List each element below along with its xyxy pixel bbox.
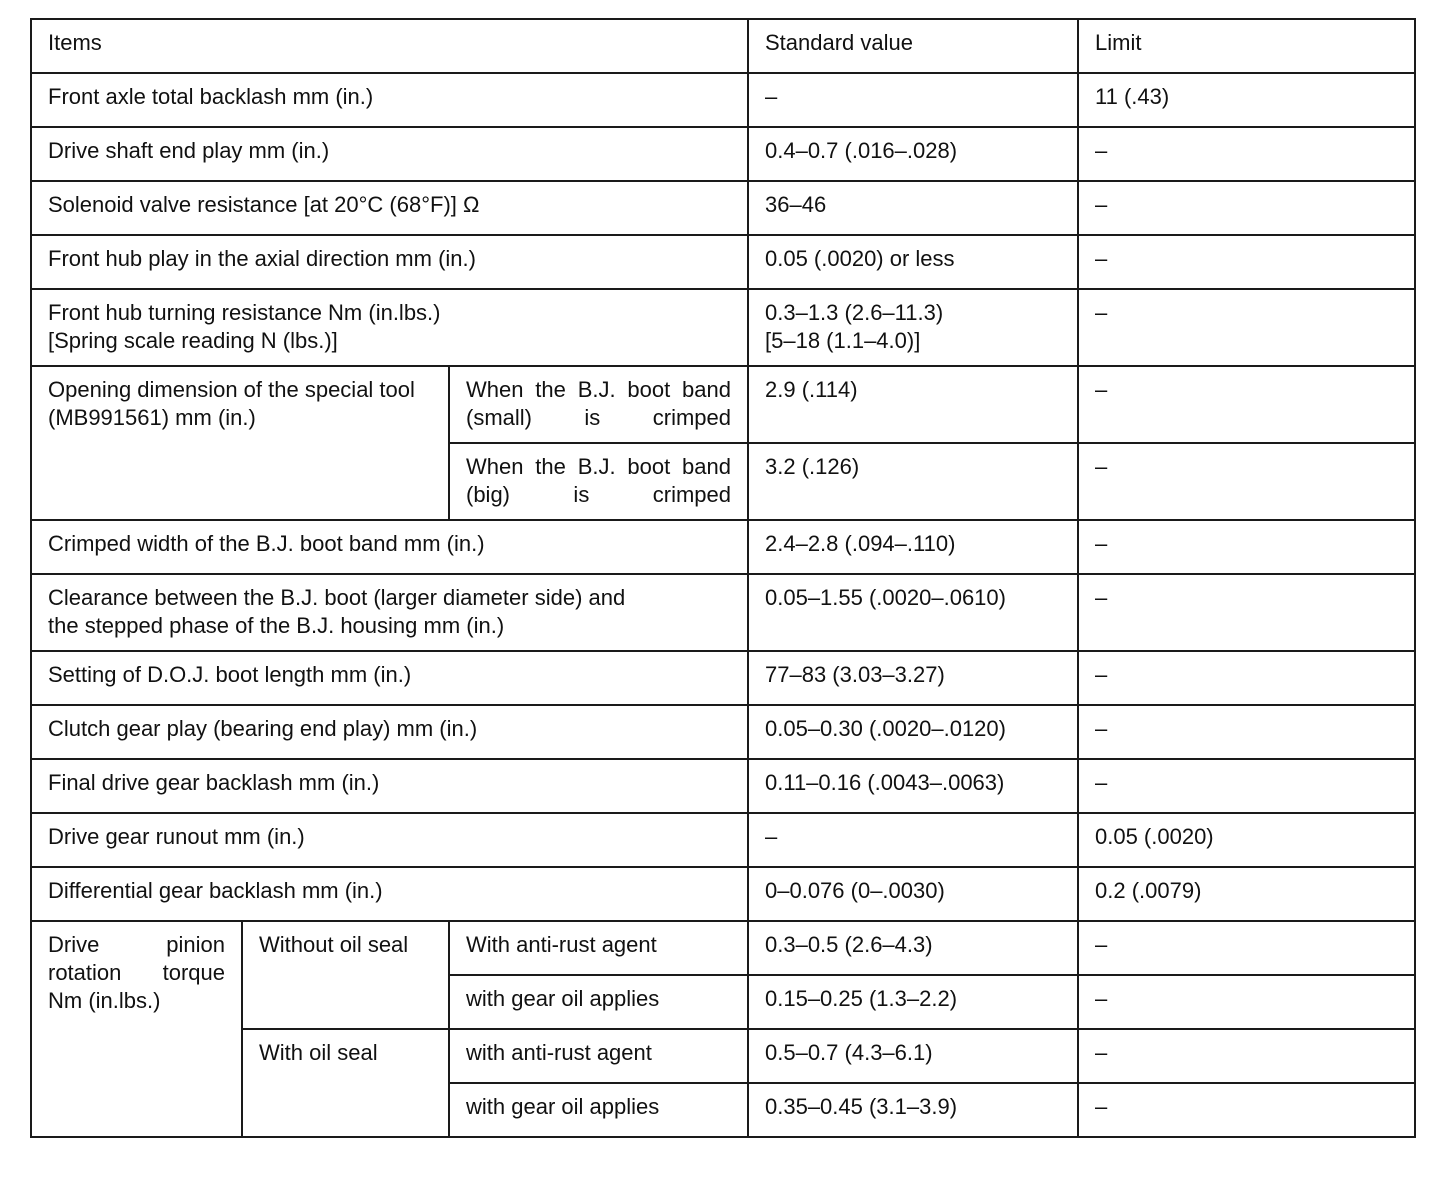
limit-cell: –: [1078, 759, 1415, 813]
header-limit: Limit: [1078, 19, 1415, 73]
item-line: Nm (in.lbs.): [48, 988, 161, 1013]
table-row: [31, 73, 1415, 127]
item-cell: Crimped width of the B.J. boot band mm (in.): [31, 520, 748, 574]
seal-cell: Without oil seal: [242, 921, 449, 1029]
condition-cell: with anti-rust agent: [449, 1029, 748, 1083]
table-row: [31, 867, 1415, 921]
standard-cell: [748, 289, 1078, 366]
limit-cell: –: [1078, 366, 1415, 443]
limit-cell: –: [1078, 1029, 1415, 1083]
limit-cell: –: [1078, 921, 1415, 975]
item-cell: Differential gear backlash mm (in.): [31, 867, 748, 921]
table-row: [31, 813, 1415, 867]
limit-cell: –: [1078, 520, 1415, 574]
item-line: Drive pinion: [48, 932, 225, 957]
standard-cell: 0.05–0.30 (.0020–.0120): [748, 705, 1078, 759]
limit-cell: –: [1078, 1083, 1415, 1137]
condition-cell: with gear oil applies: [449, 975, 748, 1029]
limit-cell: –: [1078, 574, 1415, 651]
standard-line: [5–18 (1.1–4.0)]: [765, 328, 921, 353]
item-cell: Front hub play in the axial direction mm (in.): [31, 235, 748, 289]
standard-cell: 2.9 (.114): [748, 366, 1078, 443]
table-row: [31, 289, 1415, 366]
standard-cell: 0.5–0.7 (4.3–6.1): [748, 1029, 1078, 1083]
item-cell: Solenoid valve resistance [at 20°C (68°F)] Ω: [31, 181, 748, 235]
item-cell: Clutch gear play (bearing end play) mm (in.): [31, 705, 748, 759]
item-line: rotation torque: [48, 960, 225, 985]
table-row: [31, 705, 1415, 759]
header-items: Items: [31, 19, 748, 73]
table-row: [31, 181, 1415, 235]
standard-cell: 0–0.076 (0–.0030): [748, 867, 1078, 921]
standard-line: 0.3–1.3 (2.6–11.3): [765, 300, 944, 325]
header-standard-value: Standard value: [748, 19, 1078, 73]
standard-cell: 0.11–0.16 (.0043–.0063): [748, 759, 1078, 813]
standard-cell: 77–83 (3.03–3.27): [748, 651, 1078, 705]
limit-cell: 11 (.43): [1078, 73, 1415, 127]
service-spec-table: [30, 18, 1416, 1138]
table-row: [31, 651, 1415, 705]
standard-cell: 0.4–0.7 (.016–.028): [748, 127, 1078, 181]
standard-cell: 0.05 (.0020) or less: [748, 235, 1078, 289]
item-cell: Opening dimension of the special tool (MB991561) mm (in.): [31, 366, 449, 520]
item-cell: Front axle total backlash mm (in.): [31, 73, 748, 127]
standard-cell: 0.15–0.25 (1.3–2.2): [748, 975, 1078, 1029]
limit-cell: –: [1078, 975, 1415, 1029]
item-line: Clearance between the B.J. boot (larger diameter side) and: [48, 585, 626, 610]
item-line: Front hub turning resistance Nm (in.lbs.): [48, 300, 441, 325]
header-row: [31, 19, 1415, 73]
standard-cell: 2.4–2.8 (.094–.110): [748, 520, 1078, 574]
limit-cell: –: [1078, 181, 1415, 235]
item-cell: [31, 921, 242, 1137]
limit-cell: –: [1078, 235, 1415, 289]
limit-cell: –: [1078, 127, 1415, 181]
standard-cell: 3.2 (.126): [748, 443, 1078, 520]
item-cell: Setting of D.O.J. boot length mm (in.): [31, 651, 748, 705]
item-cell: Drive gear runout mm (in.): [31, 813, 748, 867]
item-cell: Drive shaft end play mm (in.): [31, 127, 748, 181]
limit-cell: 0.2 (.0079): [1078, 867, 1415, 921]
table-row: [31, 759, 1415, 813]
table-row: [31, 366, 1415, 443]
limit-cell: 0.05 (.0020): [1078, 813, 1415, 867]
table-row: [31, 520, 1415, 574]
standard-cell: 0.35–0.45 (3.1–3.9): [748, 1083, 1078, 1137]
limit-cell: –: [1078, 289, 1415, 366]
table-row: [31, 127, 1415, 181]
condition-cell: With anti-rust agent: [449, 921, 748, 975]
limit-cell: –: [1078, 651, 1415, 705]
item-cell: Final drive gear backlash mm (in.): [31, 759, 748, 813]
table-row: [31, 574, 1415, 651]
item-line: the stepped phase of the B.J. housing mm (in.): [48, 613, 505, 638]
limit-cell: –: [1078, 443, 1415, 520]
condition-cell: When the B.J. boot band (big) is crimped: [449, 443, 748, 520]
standard-cell: –: [748, 813, 1078, 867]
standard-cell: 36–46: [748, 181, 1078, 235]
table-row: [31, 235, 1415, 289]
condition-cell: with gear oil applies: [449, 1083, 748, 1137]
item-line: [Spring scale reading N (lbs.)]: [48, 328, 338, 353]
standard-cell: 0.3–0.5 (2.6–4.3): [748, 921, 1078, 975]
table-row: [31, 921, 1415, 975]
standard-cell: –: [748, 73, 1078, 127]
item-cell: [31, 289, 748, 366]
seal-cell: With oil seal: [242, 1029, 449, 1137]
limit-cell: –: [1078, 705, 1415, 759]
condition-cell: When the B.J. boot band (small) is crimped: [449, 366, 748, 443]
item-cell: [31, 574, 748, 651]
standard-cell: 0.05–1.55 (.0020–.0610): [748, 574, 1078, 651]
